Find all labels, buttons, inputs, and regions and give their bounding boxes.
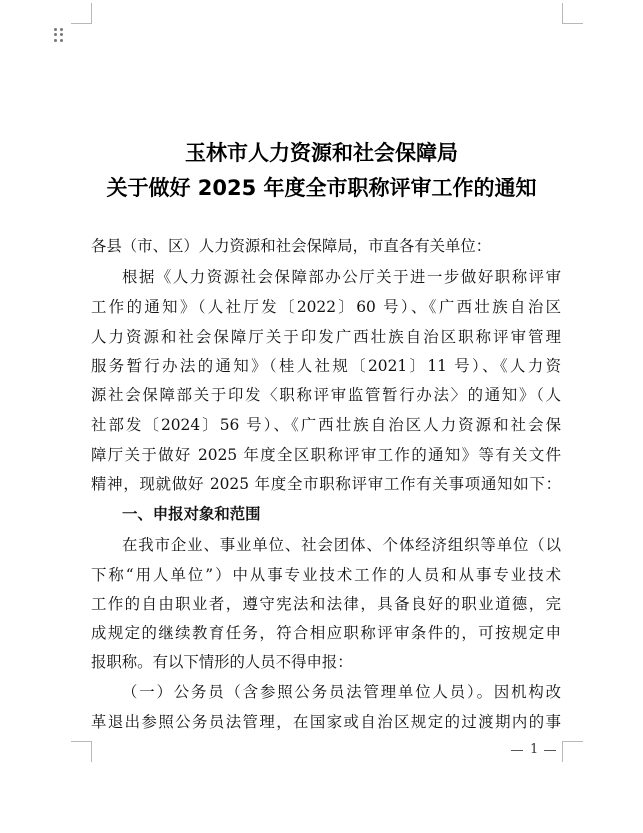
section-line: 下称“用人单位”）中从事专业技术工作的人员和从事专业技术 (91, 566, 561, 584)
body-line: 根据《人力资源社会保障部办公厅关于进一步做好职称评审 (122, 268, 561, 286)
margin-corner-top-left (71, 3, 92, 24)
body-line: 障厅关于做好 2025 年度全区职称评审工作的通知》等有关文件 (91, 446, 561, 464)
section-line: 在我市企业、事业单位、社会团体、个体经济组织等单位（以 (122, 536, 561, 554)
drag-handle-icon[interactable] (54, 28, 64, 42)
body-line: 社部发〔2024〕56 号）、《广西壮族自治区人力资源和社会保 (91, 416, 561, 434)
section-heading: 一、申报对象和范围 (122, 505, 261, 523)
body-line: 工作的通知》（人社厅发〔2022〕60 号）、《广西壮族自治区 (91, 298, 561, 316)
page-number: 1 (530, 742, 539, 757)
body-line: 源社会保障部关于印发〈职称评审监管暂行办法〉的通知》（人 (91, 386, 561, 404)
item-line: （一）公务员（含参照公务员法管理单位人员）。因机构改 (122, 683, 561, 701)
margin-corner-top-right (562, 3, 583, 24)
section-line: 成规定的继续教育任务，符合相应职称评审条件的，可按规定申 (91, 624, 561, 642)
item-line: 革退出参照公务员法管理，在国家或自治区规定的过渡期内的事 (91, 713, 561, 731)
margin-corner-bottom-right (562, 741, 583, 762)
margin-corner-bottom-left (71, 741, 92, 762)
salutation: 各县（市、区）人力资源和社会保障局，市直各有关单位： (91, 237, 492, 255)
section-line: 报职称。有以下情形的人员不得申报： (91, 653, 353, 671)
document-title-line-1: 玉林市人力资源和社会保障局 (185, 141, 458, 165)
page-number-dash-left (511, 750, 523, 751)
document-title-line-2: 关于做好 2025 年度全市职称评审工作的通知 (106, 176, 537, 200)
body-line: 精神，现就做好 2025 年度全市职称评审工作有关事项通知如下： (91, 475, 561, 493)
section-line: 工作的自由职业者，遵守宪法和法律，具备良好的职业道德，完 (91, 595, 561, 613)
body-line: 服务暂行办法的通知》（桂人社规〔2021〕11 号）、《人力资 (91, 357, 561, 375)
body-line: 人力资源和社会保障厅关于印发广西壮族自治区职称评审管理 (91, 328, 561, 346)
page-number-dash-right (544, 750, 556, 751)
